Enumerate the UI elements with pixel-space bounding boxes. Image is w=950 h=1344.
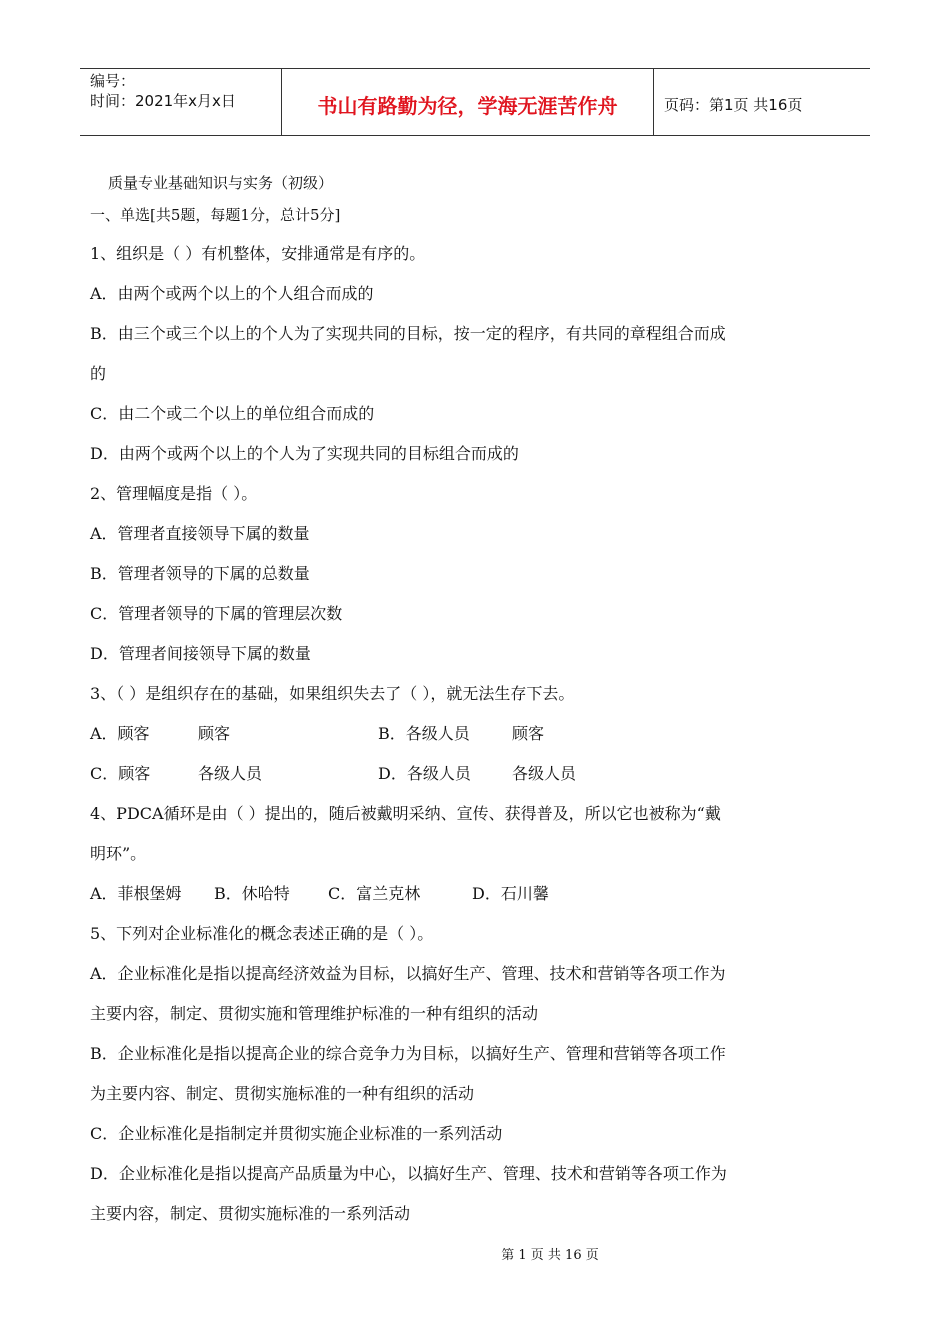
q3-option-b: B．各级人员 — [378, 724, 470, 743]
q2-option-b: B．管理者领导的下属的总数量 — [90, 564, 310, 583]
q5-option-a: A．企业标准化是指以提高经济效益为目标，以搞好生产、管理、技术和营销等各项工作为 — [90, 964, 726, 983]
header-page-info: 页码：第1页 共16页 — [664, 95, 803, 114]
q3-options-row-1 — [90, 714, 870, 754]
q3-option-d-value: 各级人员 — [512, 764, 577, 783]
q5-option-c: C．企业标准化是指制定并贯彻实施企业标准的一系列活动 — [90, 1124, 503, 1143]
date-label: 时间：2021年x月x日 — [90, 92, 236, 110]
q1-option-b: B．由三个或三个以上的个人为了实现共同的目标，按一定的程序，有共同的章程组合而成 — [90, 324, 726, 343]
q4-options-row — [90, 874, 870, 914]
q3-option-a: A．顾客 — [90, 724, 150, 743]
q5-stem: 5、下列对企业标准化的概念表述正确的是（ ）。 — [90, 924, 434, 943]
q1-stem: 1、组织是（ ）有机整体，安排通常是有序的。 — [90, 244, 426, 263]
q4-option-a: A．菲根堡姆 — [90, 884, 182, 903]
header-motto: 书山有路勤为径，学海无涯苦作舟 — [282, 69, 654, 135]
q5-option-b: B．企业标准化是指以提高企业的综合竞争力为目标，以搞好生产、管理和营销等各项工作 — [90, 1044, 726, 1063]
q4-option-b: B．休哈特 — [214, 884, 290, 903]
q2-option-a: A．管理者直接领导下属的数量 — [90, 524, 310, 543]
q3-option-c: C．顾客 — [90, 764, 151, 783]
q2-option-d: D．管理者间接领导下属的数量 — [90, 644, 311, 663]
page-header — [80, 68, 870, 136]
q3-option-d: D．各级人员 — [378, 764, 471, 783]
q1-option-a: A．由两个或两个以上的个人组合而成的 — [90, 284, 374, 303]
q5-option-a-cont: 主要内容，制定、贯彻实施和管理维护标准的一种有组织的活动 — [90, 1004, 539, 1023]
q1-option-c: C．由二个或二个以上的单位组合而成的 — [90, 404, 375, 423]
code-label: 编号： — [90, 72, 136, 90]
q1-option-b-cont: 的 — [90, 364, 107, 383]
q2-stem: 2、管理幅度是指（ ）。 — [90, 484, 258, 503]
q3-option-c-value: 各级人员 — [198, 764, 263, 783]
q5-option-b-cont: 为主要内容、制定、贯彻实施标准的一种有组织的活动 — [90, 1084, 475, 1103]
q3-option-b-value: 顾客 — [512, 724, 545, 743]
q4-stem-cont: 明环”。 — [90, 844, 147, 863]
q5-option-d: D．企业标准化是指以提高产品质量为中心，以搞好生产、管理、技术和营销等各项工作为 — [90, 1164, 727, 1183]
q4-option-d: D．石川馨 — [472, 884, 549, 903]
header-meta — [80, 69, 282, 135]
q5-option-d-cont: 主要内容，制定、贯彻实施标准的一系列活动 — [90, 1204, 411, 1223]
q4-stem: 4、PDCA循环是由（ ）提出的，随后被戴明采纳、宣传、获得普及，所以它也被称为“戴 — [90, 804, 721, 823]
section-heading: 一、单选[共5题，每题1分，总计5分] — [90, 206, 341, 224]
q4-option-c: C．富兰克林 — [328, 884, 421, 903]
q3-options-row-2 — [90, 754, 870, 794]
q3-stem: 3、（ ）是组织存在的基础，如果组织失去了（ ），就无法生存下去。 — [90, 684, 575, 703]
doc-title: 质量专业基础知识与实务（初级） — [108, 174, 334, 192]
document-body — [90, 168, 870, 1234]
q3-option-a-value: 顾客 — [198, 724, 231, 743]
page-footer: 第 1 页 共 16 页 — [501, 1248, 599, 1263]
q1-option-d: D．由两个或两个以上的个人为了实现共同的目标组合而成的 — [90, 444, 519, 463]
q2-option-c: C．管理者领导的下属的管理层次数 — [90, 604, 343, 623]
